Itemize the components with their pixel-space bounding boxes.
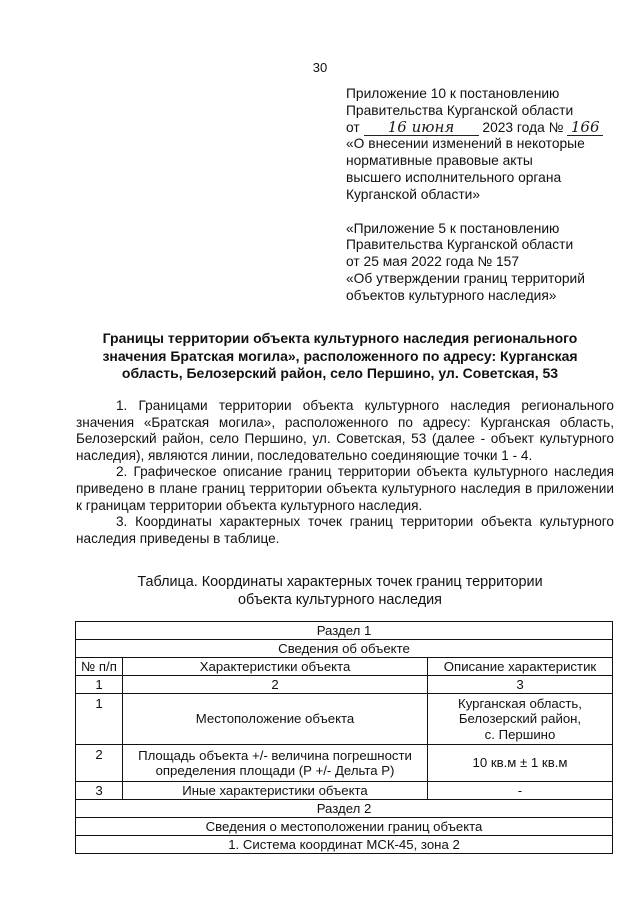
section-1-subheader: Сведения об объекте <box>76 640 613 658</box>
row-description: - <box>428 782 613 800</box>
table-row <box>76 694 613 745</box>
table-row <box>76 782 613 800</box>
appendix-line: Правительства Курганской области <box>346 237 574 253</box>
caption-line: объекта культурного наследия <box>238 591 442 608</box>
table-caption <box>60 574 620 609</box>
handwritten-number: 166 <box>570 117 600 136</box>
date-field <box>364 117 479 136</box>
number-field <box>567 117 603 136</box>
title-line: область, Белозерский район, село Першино, ул. Советская, 53 <box>121 365 559 381</box>
description-line: Белозерский район, <box>458 711 582 727</box>
handwritten-date: 16 июня <box>387 117 455 136</box>
title-line: значения Братская могила», расположенного по адресу: Курганская <box>102 347 578 364</box>
table-row <box>76 818 613 836</box>
header-description: Описание характеристик <box>428 658 613 676</box>
paragraph-1: 1. Границами территории объекта культурного наследия регионального значения «Братская могила», расположенного по адресу: Курганская область, Белозерский район, село Першино, ул. Советская, 53 (далее - объект культурного наследия), являются линии, последовательно соединяющие точки 1 - 4. <box>76 398 614 463</box>
col-number: 3 <box>428 676 613 694</box>
col-number: 2 <box>123 676 428 694</box>
table-row <box>76 800 613 818</box>
section-2-header: Раздел 2 <box>76 800 613 818</box>
description-line: с. Першино <box>484 726 556 742</box>
appendix-line: от 25 мая 2022 года № 157 <box>346 254 519 270</box>
appendix-header <box>346 86 626 305</box>
appendix-line: «Об утверждении границ территорий <box>346 270 585 286</box>
year-label: 2023 года № <box>482 119 564 135</box>
row-description <box>428 694 613 745</box>
object-info-table <box>75 621 613 854</box>
row-name <box>123 745 428 782</box>
row-description: 10 кв.м ± 1 кв.м <box>428 745 613 782</box>
body-text <box>76 398 614 547</box>
header-num: № п/п <box>76 658 123 676</box>
document-title <box>60 330 620 383</box>
name-line: определения площади (Р +/- Дельта Р) <box>155 763 395 778</box>
appendix-line: Правительства Курганской области <box>346 102 574 118</box>
paragraph-3: 3. Координаты характерных точек границ территории объекта культурного наследия приведены в таблице. <box>76 514 614 546</box>
table-header-row <box>76 658 613 676</box>
row-num: 3 <box>76 782 123 800</box>
paragraph-2: 2. Графическое описание границ территории объекта культурного наследия приведено в плане границ территории объекта культурного наследия в приложении к границам территории объекта культурного наследия. <box>76 464 614 513</box>
table-row <box>76 622 613 640</box>
col-number: 1 <box>76 676 123 694</box>
appendix-line: нормативные правовые акты <box>346 153 533 169</box>
appendix-line: «О внесении изменений в некоторые <box>346 136 585 152</box>
appendix-line: Приложение 10 к постановлению <box>346 86 560 101</box>
row-name: Местоположение объекта <box>123 694 428 745</box>
table-row <box>76 836 613 854</box>
section-1-header: Раздел 1 <box>76 622 613 640</box>
row-num: 2 <box>76 745 123 782</box>
row-num: 1 <box>76 694 123 745</box>
appendix-line: объектов культурного наследия» <box>346 287 557 303</box>
appendix-line: «Приложение 5 к постановлению <box>346 220 560 236</box>
appendix-date-line <box>346 117 626 137</box>
header-characteristics: Характеристики объекта <box>123 658 428 676</box>
table-row <box>76 745 613 782</box>
description-line: Курганская область, <box>458 695 582 711</box>
appendix-line: Курганской области» <box>346 186 481 202</box>
section-2-subheader: Сведения о местоположении границ объекта <box>76 818 613 836</box>
coordinate-system: 1. Система координат МСК-45, зона 2 <box>76 836 613 854</box>
table-row <box>76 640 613 658</box>
title-line: Границы территории объекта культурного наследия регионального <box>102 330 578 346</box>
caption-line: Таблица. Координаты характерных точек границ территории <box>137 574 543 590</box>
row-name: Иные характеристики объекта <box>123 782 428 800</box>
name-line: Площадь объекта +/- величина погрешности <box>138 747 412 763</box>
page-number: 30 <box>312 60 328 75</box>
column-number-row <box>76 676 613 694</box>
date-prefix: от <box>346 119 360 135</box>
appendix-line: высшего исполнительного органа <box>346 169 562 185</box>
